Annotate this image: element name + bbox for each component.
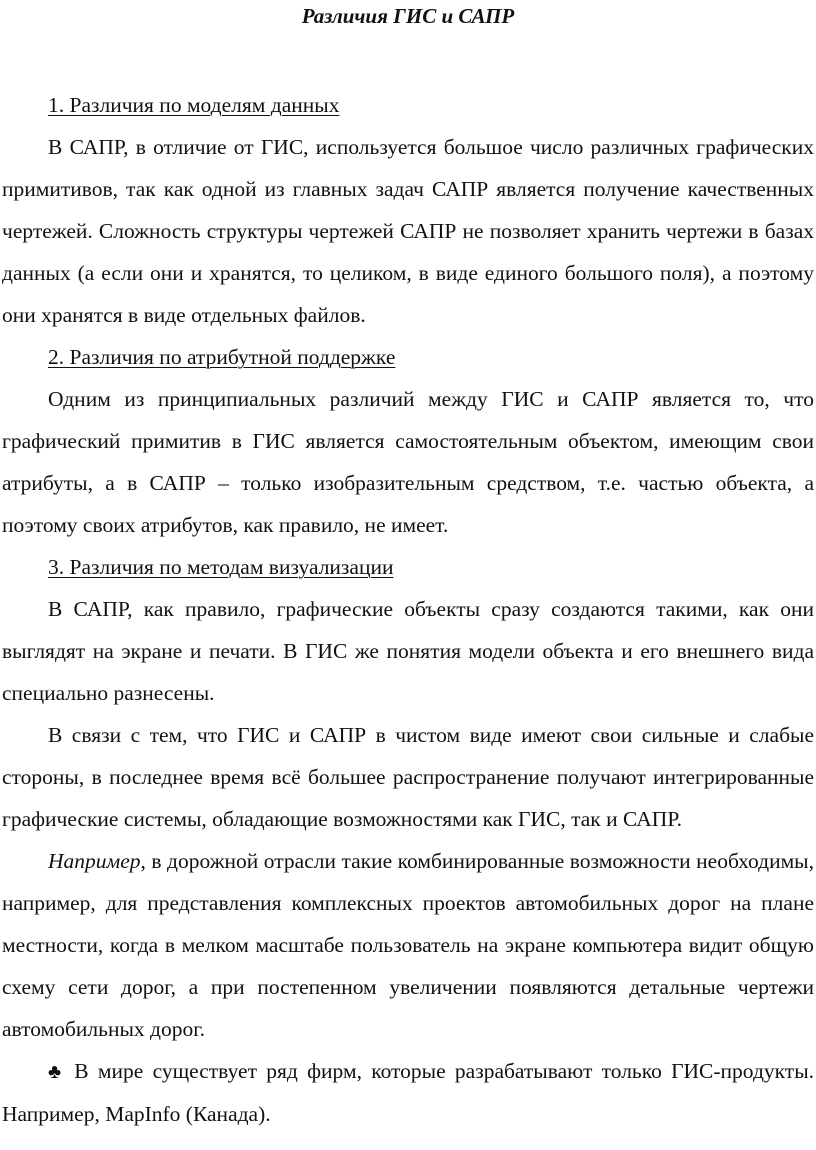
document-title: Различия ГИС и САПР [301,4,515,28]
example-paragraph [2,840,814,1050]
bullet-text: В мире существует ряд фирм, которые разрабатывают только ГИС-продукты. Например, MapInfo (Канада). [2,1059,815,1126]
section-1-paragraph: В САПР, в отличие от ГИС, используется большое число различных графических примитивов, так как одной из главных задач САПР является получение качественных чертежей. Сложность структуры чертежей САПР не позволяет хранить чертежи в базах данных (а если они и хранятся, то целиком, в виде единого большого поля), а поэтому они хранятся в виде отдельных файлов. [2,135,814,327]
title-spacer [2,32,814,84]
section-2-paragraph: Одним из принципиальных различий между ГИС и САПР является то, что графический примитив в ГИС является самостоятельным объектом, имеющим свои атрибуты, а в САПР – только изобразительным средством, т.е. частью объекта, а поэтому своих атрибутов, как правило, не имеет. [2,387,814,537]
example-text: , в дорожной отрасли такие комбинированные возможности необходимы, например, для представления комплексных проектов автомобильных дорог на плане местности, когда в мелком масштабе пользователь на экране компьютера видит общую схему сети дорог, а при постепенном увеличении появляются детальные чертежи автомобильных дорог. [2,849,814,1041]
section-3-heading [2,546,814,588]
section-1-heading [2,84,814,126]
section-3-heading-text: 3. Различия по методам визуализации [48,555,394,579]
section-3-paragraph-2: В связи с тем, что ГИС и САПР в чистом виде имеют свои сильные и слабые стороны, в последнее время всё большее распространение получают интегрированные графические системы, обладающие возможностями как ГИС, так и САПР. [2,723,814,831]
club-bullet-icon: ♣ [48,1061,66,1083]
section-2-heading-text: 2. Различия по атрибутной поддержке [48,345,396,369]
example-lead: Например [48,849,141,873]
bullet-paragraph [2,1050,814,1135]
section-1-heading-text: 1. Различия по моделям данных [48,93,340,117]
section-2-heading [2,336,814,378]
section-3-paragraph-1: В САПР, как правило, графические объекты сразу создаются такими, как они выглядят на экране и печати. В ГИС же понятия модели объекта и его внешнего вида специально разнесены. [2,597,814,705]
